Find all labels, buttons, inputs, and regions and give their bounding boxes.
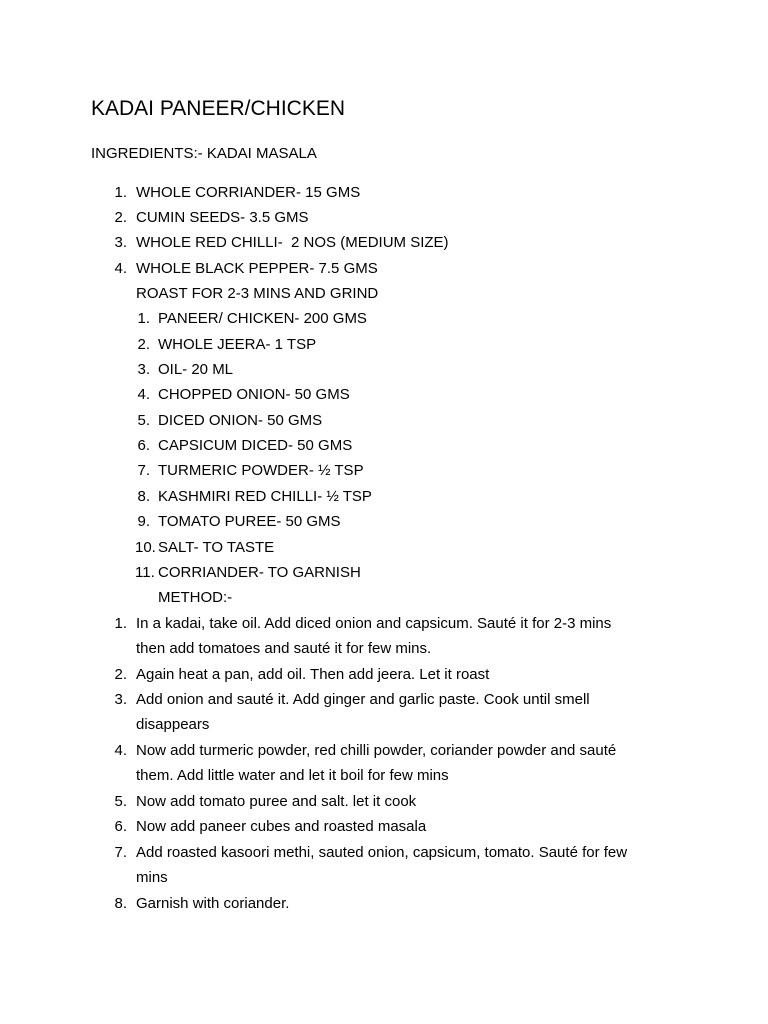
list-number: 2. bbox=[114, 209, 127, 226]
list-number: 4. bbox=[114, 260, 127, 277]
list-number: 5. bbox=[114, 793, 127, 810]
step-text: disappears bbox=[136, 716, 210, 733]
ingredients-heading: INGREDIENTS:- KADAI MASALA bbox=[91, 145, 317, 162]
list-number: 9. bbox=[137, 513, 150, 530]
list-text: SALT- TO TASTE bbox=[158, 539, 275, 556]
list-text: TURMERIC POWDER- ½ TSP bbox=[158, 462, 364, 479]
list-number: 4. bbox=[114, 742, 127, 759]
list-number: 7. bbox=[137, 462, 150, 479]
list-number: 1. bbox=[114, 615, 127, 632]
list-text: WHOLE JEERA- 1 TSP bbox=[158, 336, 317, 353]
list-text: WHOLE BLACK PEPPER- 7.5 GMS bbox=[136, 260, 378, 277]
step-text: Now add tomato puree and salt. let it cook bbox=[136, 793, 417, 810]
list-number: 11. bbox=[135, 564, 155, 581]
list-number: 4. bbox=[137, 386, 150, 403]
page-title: KADAI PANEER/CHICKEN bbox=[91, 97, 345, 120]
list-number: 3. bbox=[114, 691, 127, 708]
list-number: 7. bbox=[114, 844, 127, 861]
list-number: 2. bbox=[114, 666, 127, 683]
step-text: In a kadai, take oil. Add diced onion and capsicum. Sauté it for 2-3 mins bbox=[136, 615, 612, 632]
step-text: Now add paneer cubes and roasted masala bbox=[136, 818, 427, 835]
list-text: DICED ONION- 50 GMS bbox=[158, 412, 323, 429]
list-text: PANEER/ CHICKEN- 200 GMS bbox=[158, 310, 367, 327]
step-text: Add roasted kasoori methi, sauted onion, capsicum, tomato. Sauté for few bbox=[136, 844, 628, 861]
step-text: Now add turmeric powder, red chilli powder, coriander powder and sauté bbox=[136, 742, 617, 759]
list-number: 8. bbox=[114, 895, 127, 912]
step-text: then add tomatoes and sauté it for few mins. bbox=[136, 640, 432, 657]
list-text: WHOLE CORRIANDER- 15 GMS bbox=[136, 184, 361, 201]
list-number: 10. bbox=[135, 539, 156, 556]
list-text: CHOPPED ONION- 50 GMS bbox=[158, 386, 350, 403]
step-text: Garnish with coriander. bbox=[136, 895, 290, 912]
list-number: 5. bbox=[137, 412, 150, 429]
step-text: mins bbox=[136, 869, 168, 886]
step-text: Add onion and sauté it. Add ginger and garlic paste. Cook until smell bbox=[136, 691, 590, 708]
list-number: 1. bbox=[114, 184, 127, 201]
list-text: CUMIN SEEDS- 3.5 GMS bbox=[136, 209, 309, 226]
list-number: 3. bbox=[137, 361, 150, 378]
list-text: OIL- 20 ML bbox=[158, 361, 234, 378]
list-number: 8. bbox=[137, 488, 150, 505]
step-text: Again heat a pan, add oil. Then add jeera. Let it roast bbox=[136, 666, 490, 683]
list-text: KASHMIRI RED CHILLI- ½ TSP bbox=[158, 488, 372, 505]
list-text: CAPSICUM DICED- 50 GMS bbox=[158, 437, 353, 454]
list-number: 3. bbox=[114, 234, 127, 251]
list-text: WHOLE RED CHILLI- 2 NOS (MEDIUM SIZE) bbox=[136, 234, 449, 251]
list-number: 6. bbox=[114, 818, 127, 835]
list-text: CORRIANDER- TO GARNISH bbox=[158, 564, 361, 581]
step-text: them. Add little water and let it boil for few mins bbox=[136, 767, 449, 784]
roast-note: ROAST FOR 2-3 MINS AND GRIND bbox=[136, 285, 379, 302]
list-text: TOMATO PUREE- 50 GMS bbox=[158, 513, 341, 530]
list-number: 2. bbox=[137, 336, 150, 353]
method-heading: METHOD:- bbox=[158, 589, 233, 606]
list-number: 1. bbox=[137, 310, 150, 327]
list-number: 6. bbox=[137, 437, 150, 454]
